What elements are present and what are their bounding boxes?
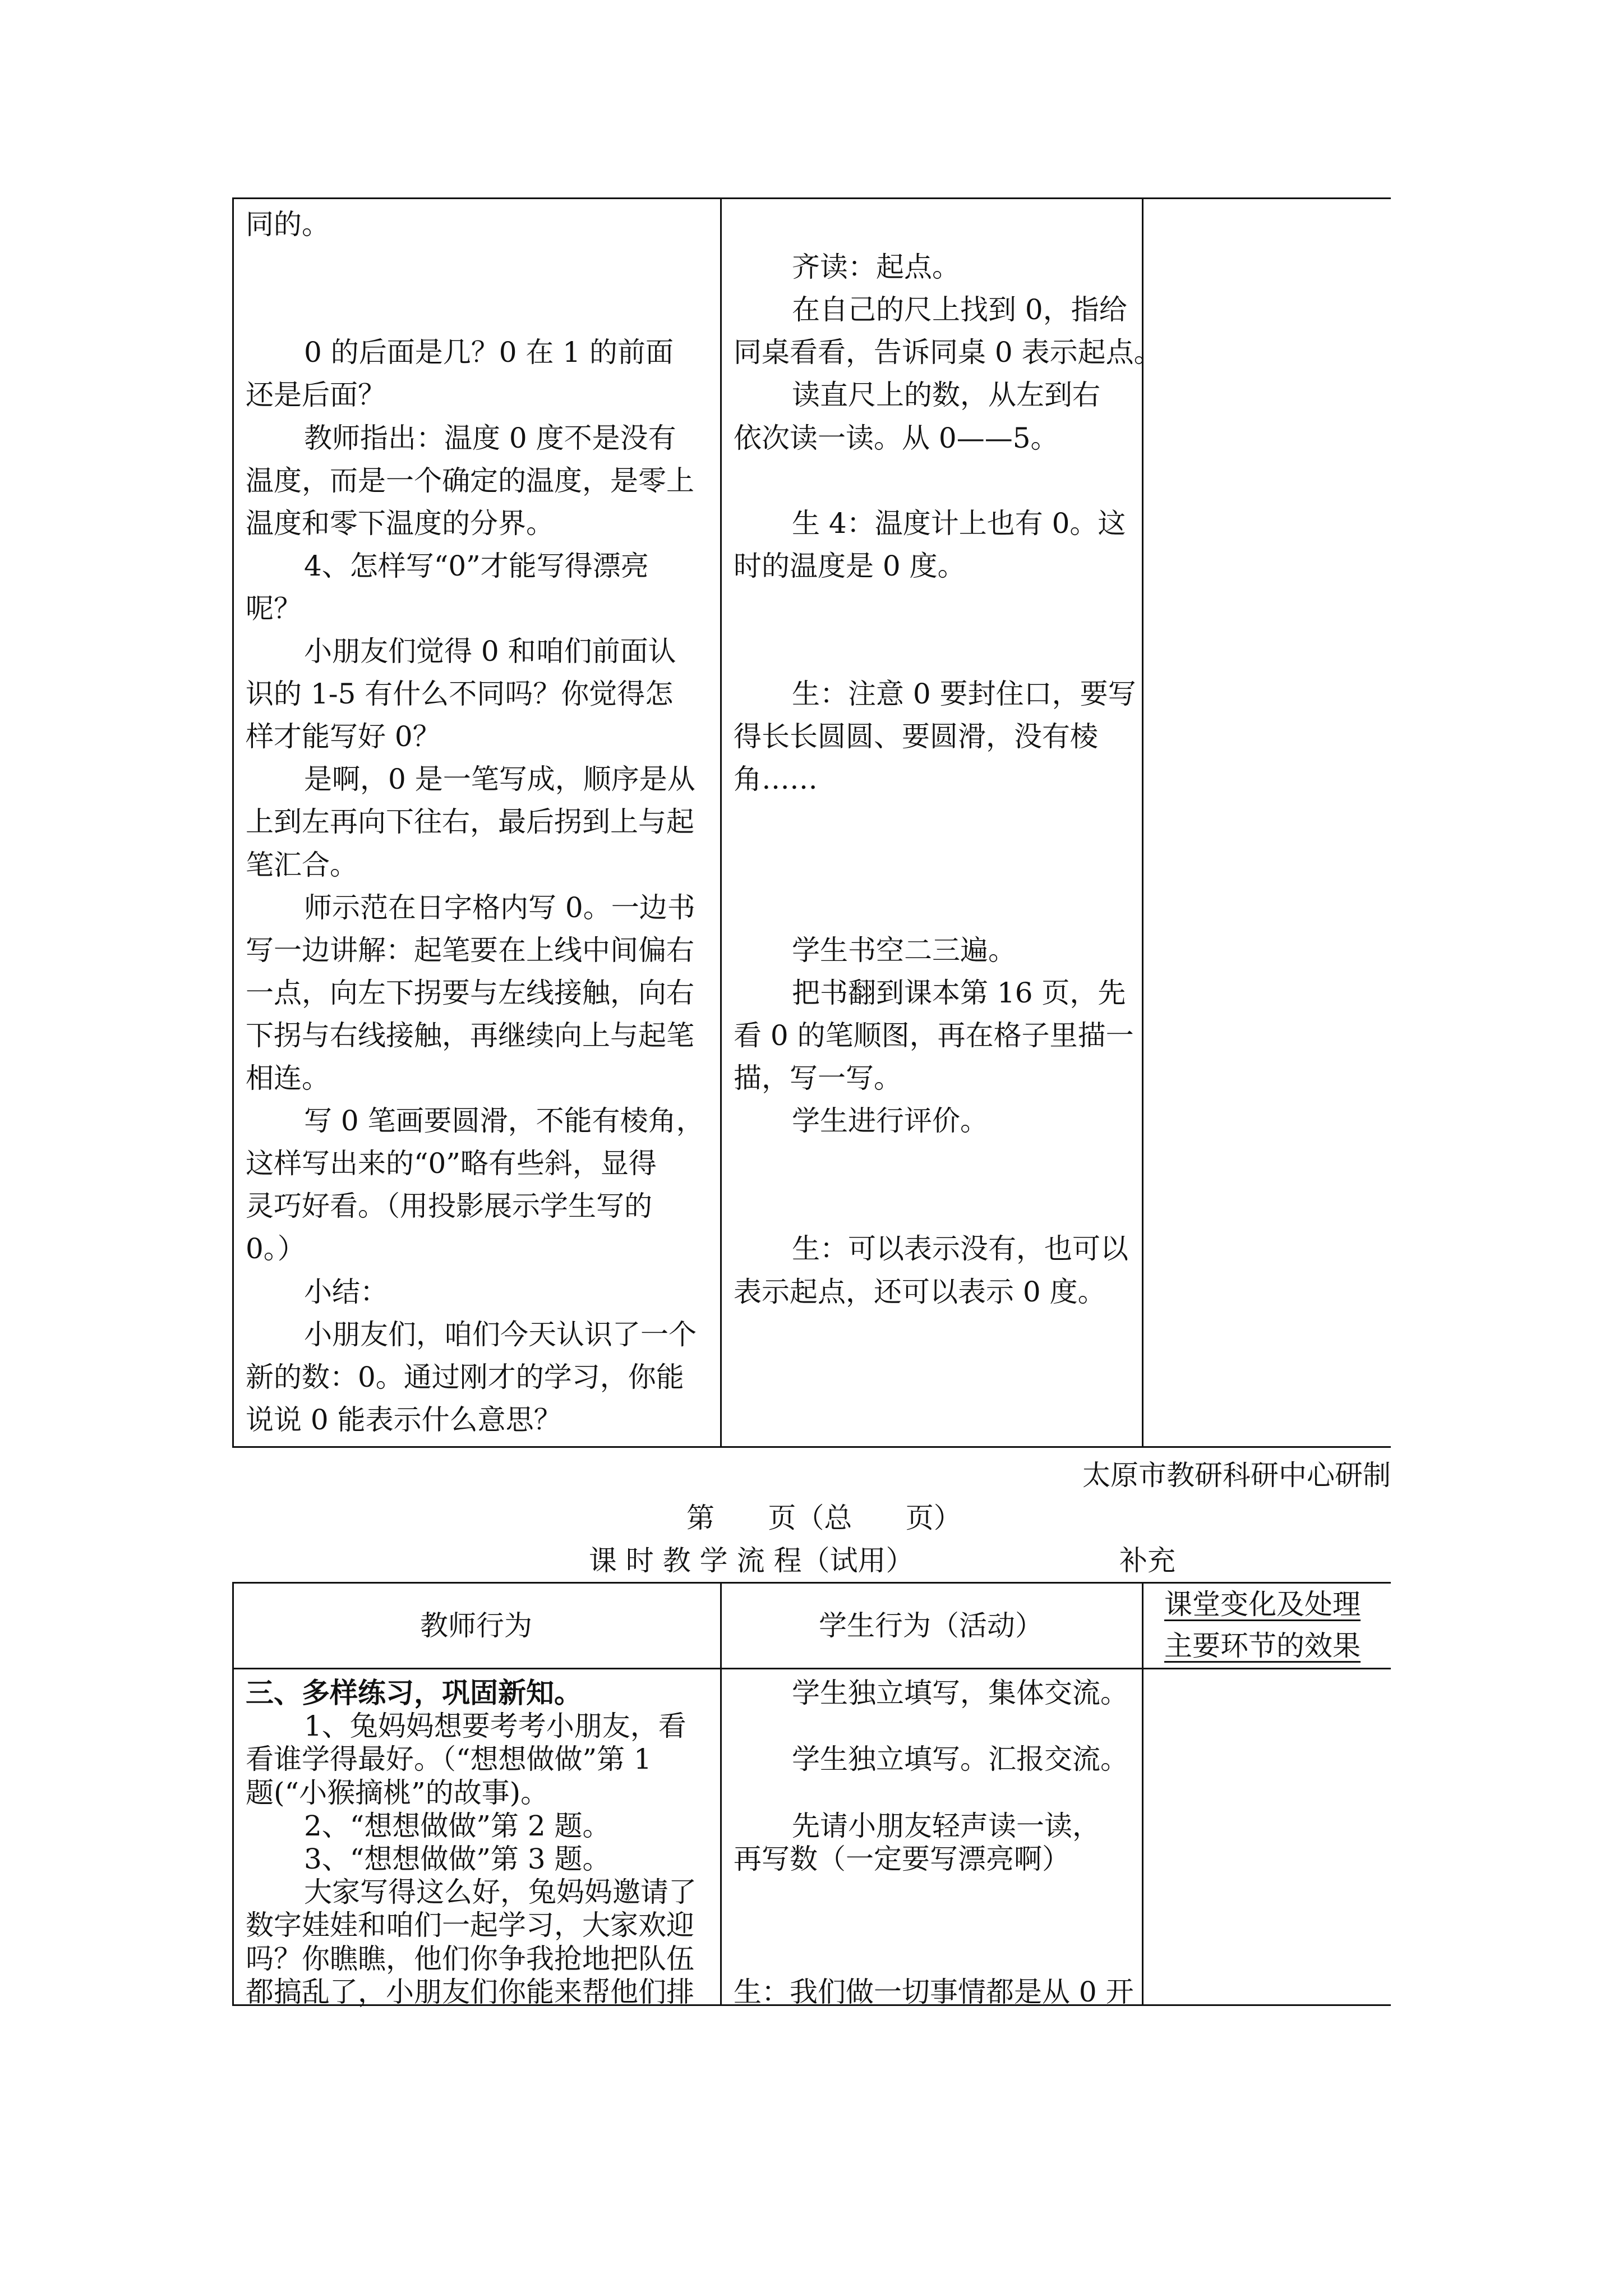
- text-line: 3、“想想做做”第 3 题。: [304, 1843, 611, 1875]
- text-line: 学生独立填写。汇报交流。: [792, 1743, 1128, 1776]
- text-line: 在自己的尺上找到 0，指给: [792, 293, 1127, 326]
- text-line: 新的数：0。通过刚才的学习，你能: [246, 1360, 684, 1393]
- text-line: 大家写得这么好，兔妈妈邀请了: [304, 1876, 697, 1909]
- text-line: 笔汇合。: [246, 848, 358, 881]
- text-line: 小结：: [304, 1275, 388, 1308]
- header-key-effects: 主要环节的效果: [1164, 1630, 1361, 1662]
- text-line: 呢？: [246, 592, 302, 625]
- text-line: 一点，向左下拐要与左线接触，向右: [246, 976, 694, 1009]
- text-line: 0 的后面是几？0 在 1 的前面: [304, 336, 674, 369]
- text-line: 样才能写好 0？: [246, 720, 441, 753]
- text-line: 相连。: [246, 1062, 330, 1094]
- text-line: 描，写一写。: [734, 1062, 902, 1094]
- text-line: 识的 1-5 有什么不同吗？你觉得怎: [246, 678, 674, 711]
- text-line: 三、多样练习，巩固新知。: [246, 1676, 582, 1709]
- column-divider: [1142, 1582, 1144, 2006]
- text-line: 4、怎样写“0”才能写得漂亮: [304, 549, 649, 582]
- organization-credit: 太原市教研科研中心研制: [1082, 1459, 1391, 1492]
- column-divider: [720, 197, 722, 1448]
- text-line: 表示起点，还可以表示 0 度。: [734, 1275, 1106, 1308]
- text-line: 吗？你瞧瞧，他们你争我抢地把队伍: [246, 1942, 694, 1975]
- text-line: 小朋友们觉得 0 和咱们前面认: [304, 635, 676, 668]
- text-line: 写一边讲解：起笔要在上线中间偏右: [246, 933, 694, 967]
- text-line: 同桌看看，告诉同桌 0 表示起点。: [734, 336, 1162, 369]
- document-title: 课 时 教 学 流 程（试用）: [589, 1544, 914, 1577]
- text-line: 同的。: [246, 208, 330, 241]
- text-line: 依次读一读。从 0——5。: [734, 421, 1059, 454]
- text-line: 学生进行评价。: [792, 1105, 988, 1138]
- text-line: 学生书空二三遍。: [792, 933, 1016, 967]
- text-line: 写 0 笔画要圆滑，不能有棱角，: [304, 1105, 704, 1138]
- text-line: 看 0 的笔顺图，再在格子里描一: [734, 1019, 1134, 1052]
- header-classroom-changes: 课堂变化及处理: [1164, 1588, 1361, 1621]
- text-line: 下拐与右线接触，再继续向上与起笔: [246, 1019, 694, 1052]
- page-number: 第 页（总 页）: [686, 1502, 962, 1534]
- text-line: 2、“想想做做”第 2 题。: [304, 1809, 611, 1842]
- text-line: 数字娃娃和咱们一起学习，大家欢迎: [246, 1909, 694, 1942]
- column-divider: [1142, 197, 1144, 1448]
- text-line: 题(“小猴摘桃”的故事)。: [246, 1776, 549, 1809]
- text-line: 生：注意 0 要封住口，要写: [792, 678, 1136, 711]
- text-line: 教师指出：温度 0 度不是没有: [304, 421, 676, 454]
- text-line: 温度和零下温度的分界。: [246, 507, 554, 540]
- text-line: 师示范在日字格内写 0。一边书: [304, 891, 695, 924]
- text-line: 再写数（一定要写漂亮啊）: [734, 1843, 1070, 1875]
- text-line: 角……: [734, 763, 818, 796]
- text-line: 灵巧好看。（用投影展示学生写的: [246, 1190, 652, 1223]
- text-line: 0。）: [246, 1232, 306, 1266]
- text-line: 先请小朋友轻声读一读，: [792, 1809, 1100, 1842]
- text-line: 都搞乱了，小朋友们你能来帮他们排: [246, 1975, 694, 2008]
- text-line: 学生独立填写，集体交流。: [792, 1677, 1128, 1709]
- text-line: 生：可以表示没有，也可以: [792, 1232, 1128, 1266]
- text-line: 读直尺上的数，从左到右: [792, 379, 1100, 412]
- text-line: 把书翻到课本第 16 页，先: [792, 976, 1126, 1009]
- text-line: 说说 0 能表示什么意思？: [246, 1403, 562, 1436]
- text-line: 1、兔妈妈想要考考小朋友，看: [304, 1710, 686, 1743]
- text-line: 生 4：温度计上也有 0。这: [792, 507, 1126, 540]
- table-border-top: [232, 197, 1391, 199]
- text-line: 还是后面？: [246, 379, 386, 412]
- text-line: 小朋友们，咱们今天认识了一个: [304, 1318, 697, 1351]
- supplement-label: 补充: [1119, 1544, 1175, 1577]
- text-line: 齐读：起点。: [792, 251, 960, 284]
- text-line: 看谁学得最好。（“想想做做”第 1: [246, 1743, 652, 1776]
- header-student-behavior: 学生行为（活动）: [819, 1609, 1043, 1642]
- text-line: 时的温度是 0 度。: [734, 549, 966, 582]
- text-line: 生：我们做一切事情都是从 0 开: [734, 1975, 1134, 2008]
- text-line: 这样写出来的“0”略有些斜，显得: [246, 1147, 657, 1180]
- table-border-bottom: [232, 1446, 1391, 1448]
- text-line: 是啊，0 是一笔写成，顺序是从: [304, 763, 695, 796]
- table-border-left: [232, 197, 234, 1448]
- text-line: 上到左再向下往右，最后拐到上与起: [246, 806, 694, 839]
- header-teacher-behavior: 教师行为: [420, 1609, 532, 1642]
- text-line: 温度，而是一个确定的温度，是零上: [246, 464, 694, 497]
- text-line: 得长长圆圆、要圆滑，没有棱: [734, 720, 1098, 753]
